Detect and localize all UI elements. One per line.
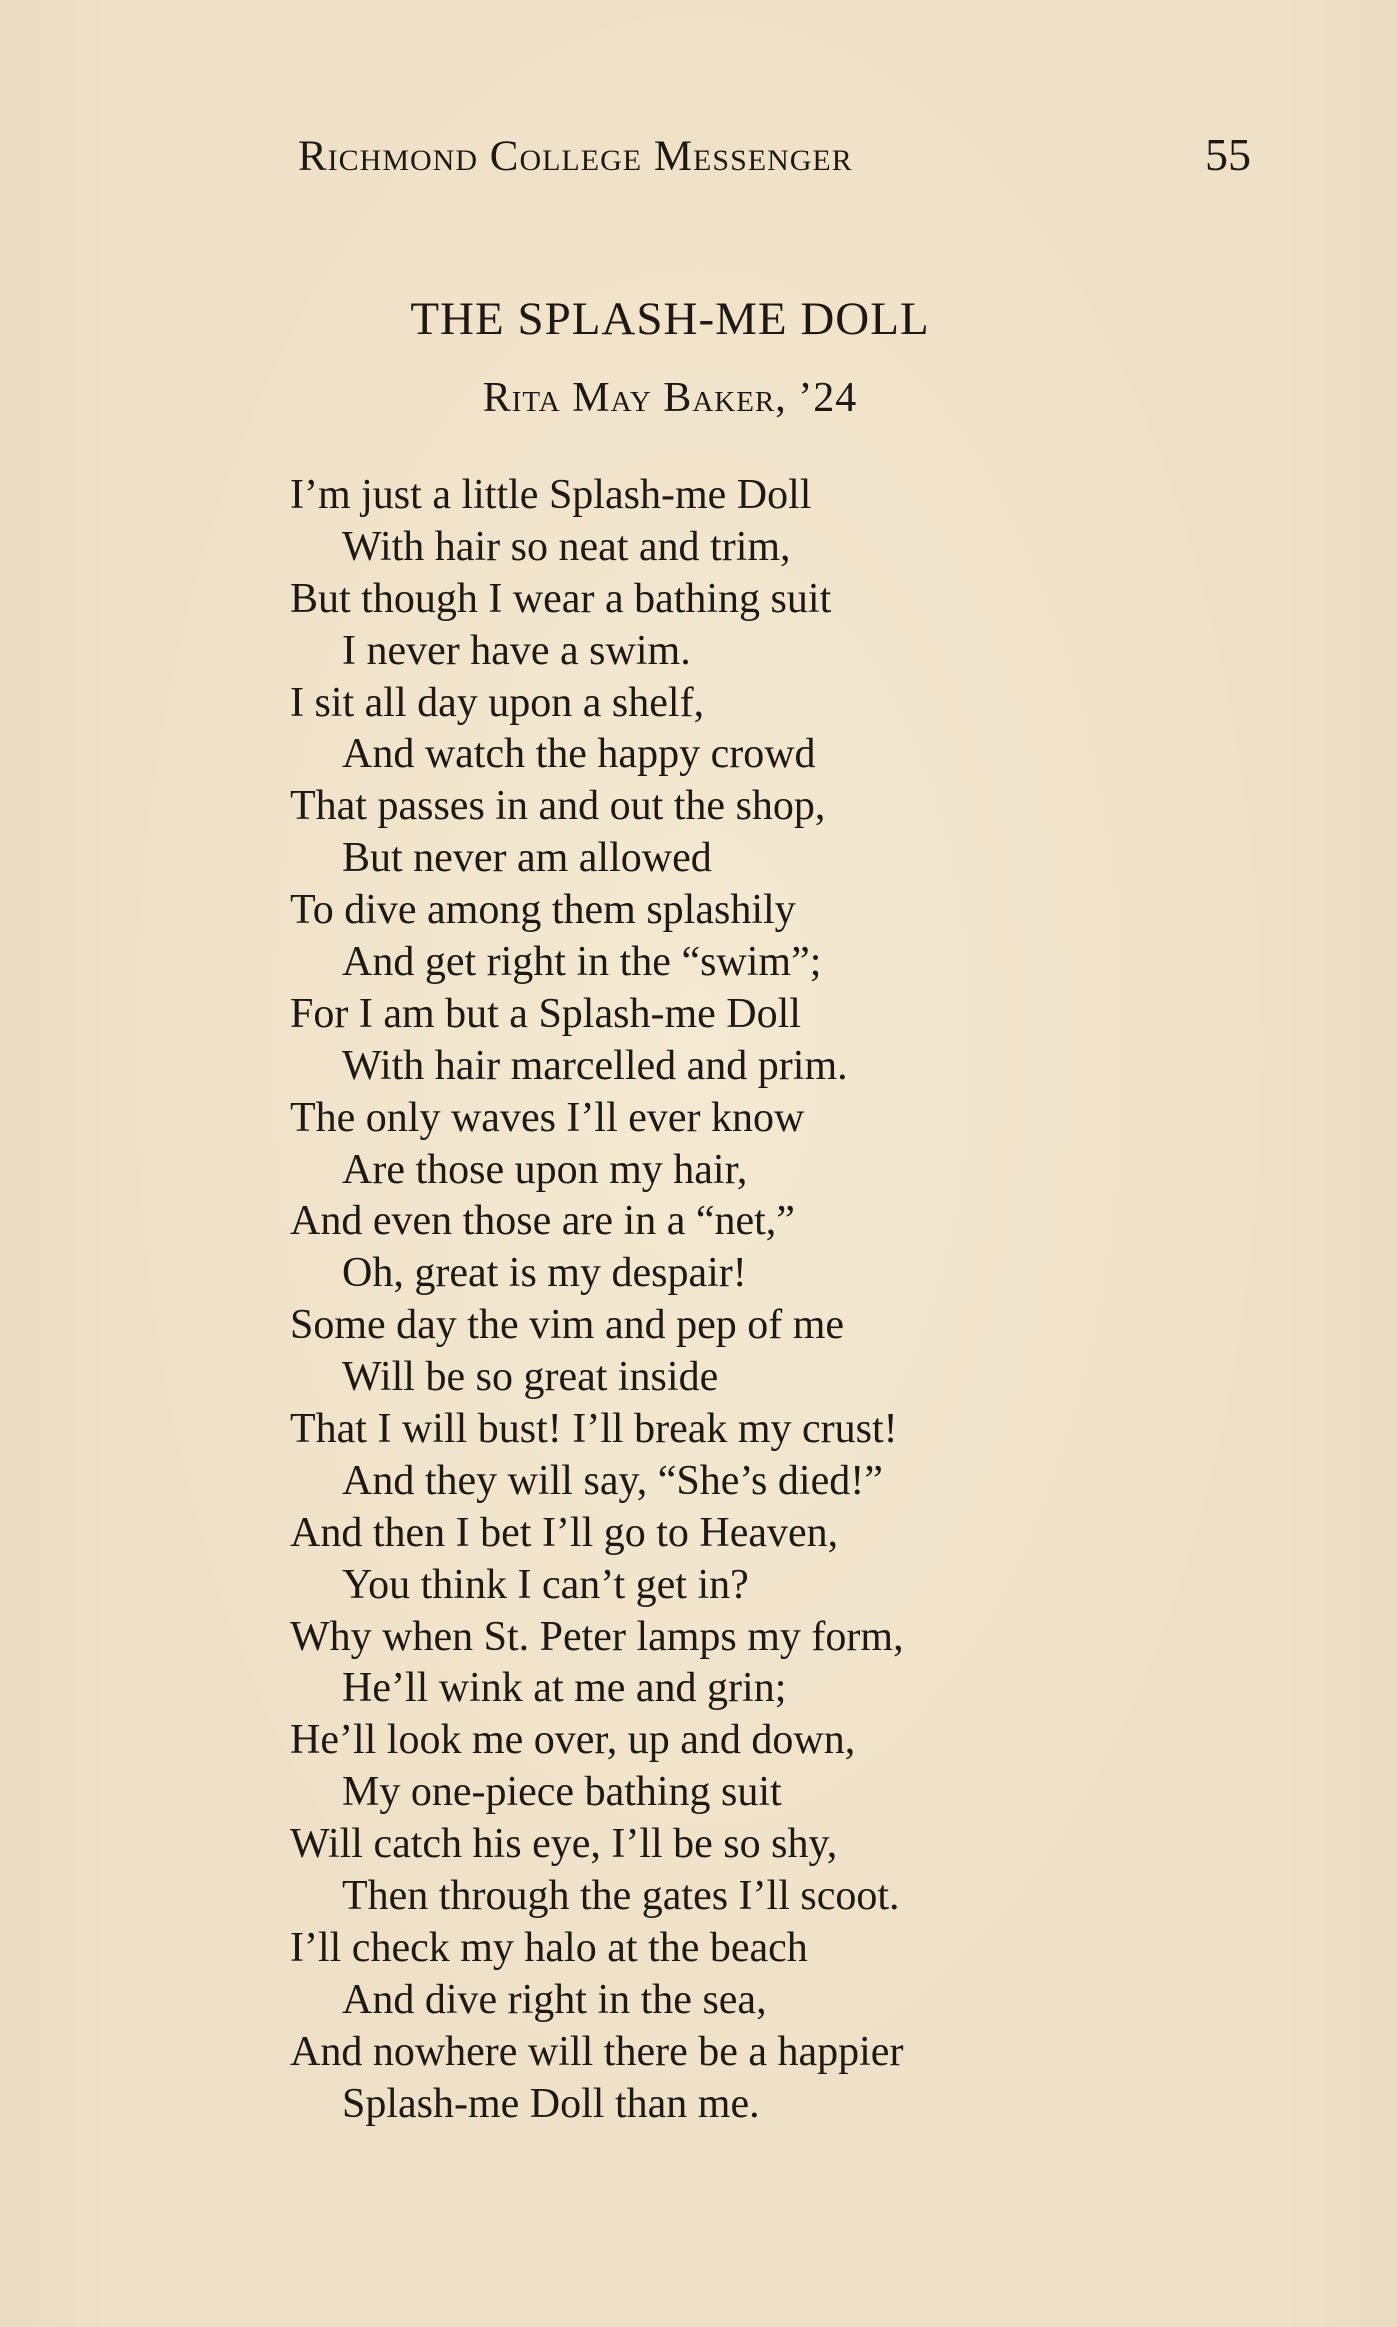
poem-line: You think I can’t get in?: [342, 1561, 749, 1608]
poem-line: That I will bust! I’ll break my crust!: [290, 1406, 898, 1453]
poem-line: Will be so great inside: [342, 1354, 719, 1401]
poem-line: Are those upon my hair,: [342, 1146, 748, 1193]
poem-line: I’ll check my halo at the beach: [290, 1924, 808, 1971]
poem-line: Oh, great is my despair!: [342, 1250, 747, 1297]
poem-line: Splash-me Doll than me.: [342, 2080, 760, 2127]
poem-body: [290, 470, 1290, 2131]
poem-line: I never have a swim.: [342, 627, 691, 674]
poem-line: I sit all day upon a shelf,: [290, 679, 705, 726]
poem-author: Rita May Baker, ’24: [482, 375, 858, 421]
poem-line: And dive right in the sea,: [342, 1976, 767, 2023]
poem-line: He’ll look me over, up and down,: [290, 1717, 856, 1764]
poem-line: And get right in the “swim”;: [342, 939, 822, 986]
poem-line: And then I bet I’ll go to Heaven,: [290, 1509, 839, 1556]
poem-line: Will catch his eye, I’ll be so shy,: [290, 1821, 838, 1868]
poem-line: That passes in and out the shop,: [290, 783, 826, 830]
poem-line: With hair marcelled and prim.: [342, 1042, 848, 1089]
poem-line: I’m just a little Splash-me Doll: [290, 472, 812, 518]
poem-line: Then through the gates I’ll scoot.: [342, 1873, 900, 1920]
poem-line: Why when St. Peter lamps my form,: [290, 1613, 904, 1660]
poem-line: My one-piece bathing suit: [342, 1769, 782, 1816]
poem-line: The only waves I’ll ever know: [290, 1094, 805, 1141]
poem-line: And even those are in a “net,”: [290, 1198, 795, 1245]
poem-line: With hair so neat and trim,: [342, 523, 791, 570]
poem-line: But never am allowed: [342, 835, 712, 882]
poem-line: Some day the vim and pep of me: [290, 1302, 845, 1349]
poem-line: To dive among them splashily: [290, 887, 796, 934]
page-number: 55: [1205, 129, 1251, 180]
poem-title: THE SPLASH-ME DOLL: [410, 293, 930, 345]
running-head: Richmond College Messenger: [298, 133, 853, 180]
poem-line: But though I wear a bathing suit: [290, 575, 832, 622]
poem-line: And nowhere will there be a happier: [290, 2028, 904, 2075]
poem-line: For I am but a Splash-me Doll: [290, 990, 801, 1037]
poem-line: And they will say, “She’s died!”: [342, 1457, 883, 1504]
poem-line: He’ll wink at me and grin;: [342, 1665, 787, 1712]
poem-line: And watch the happy crowd: [342, 731, 816, 778]
